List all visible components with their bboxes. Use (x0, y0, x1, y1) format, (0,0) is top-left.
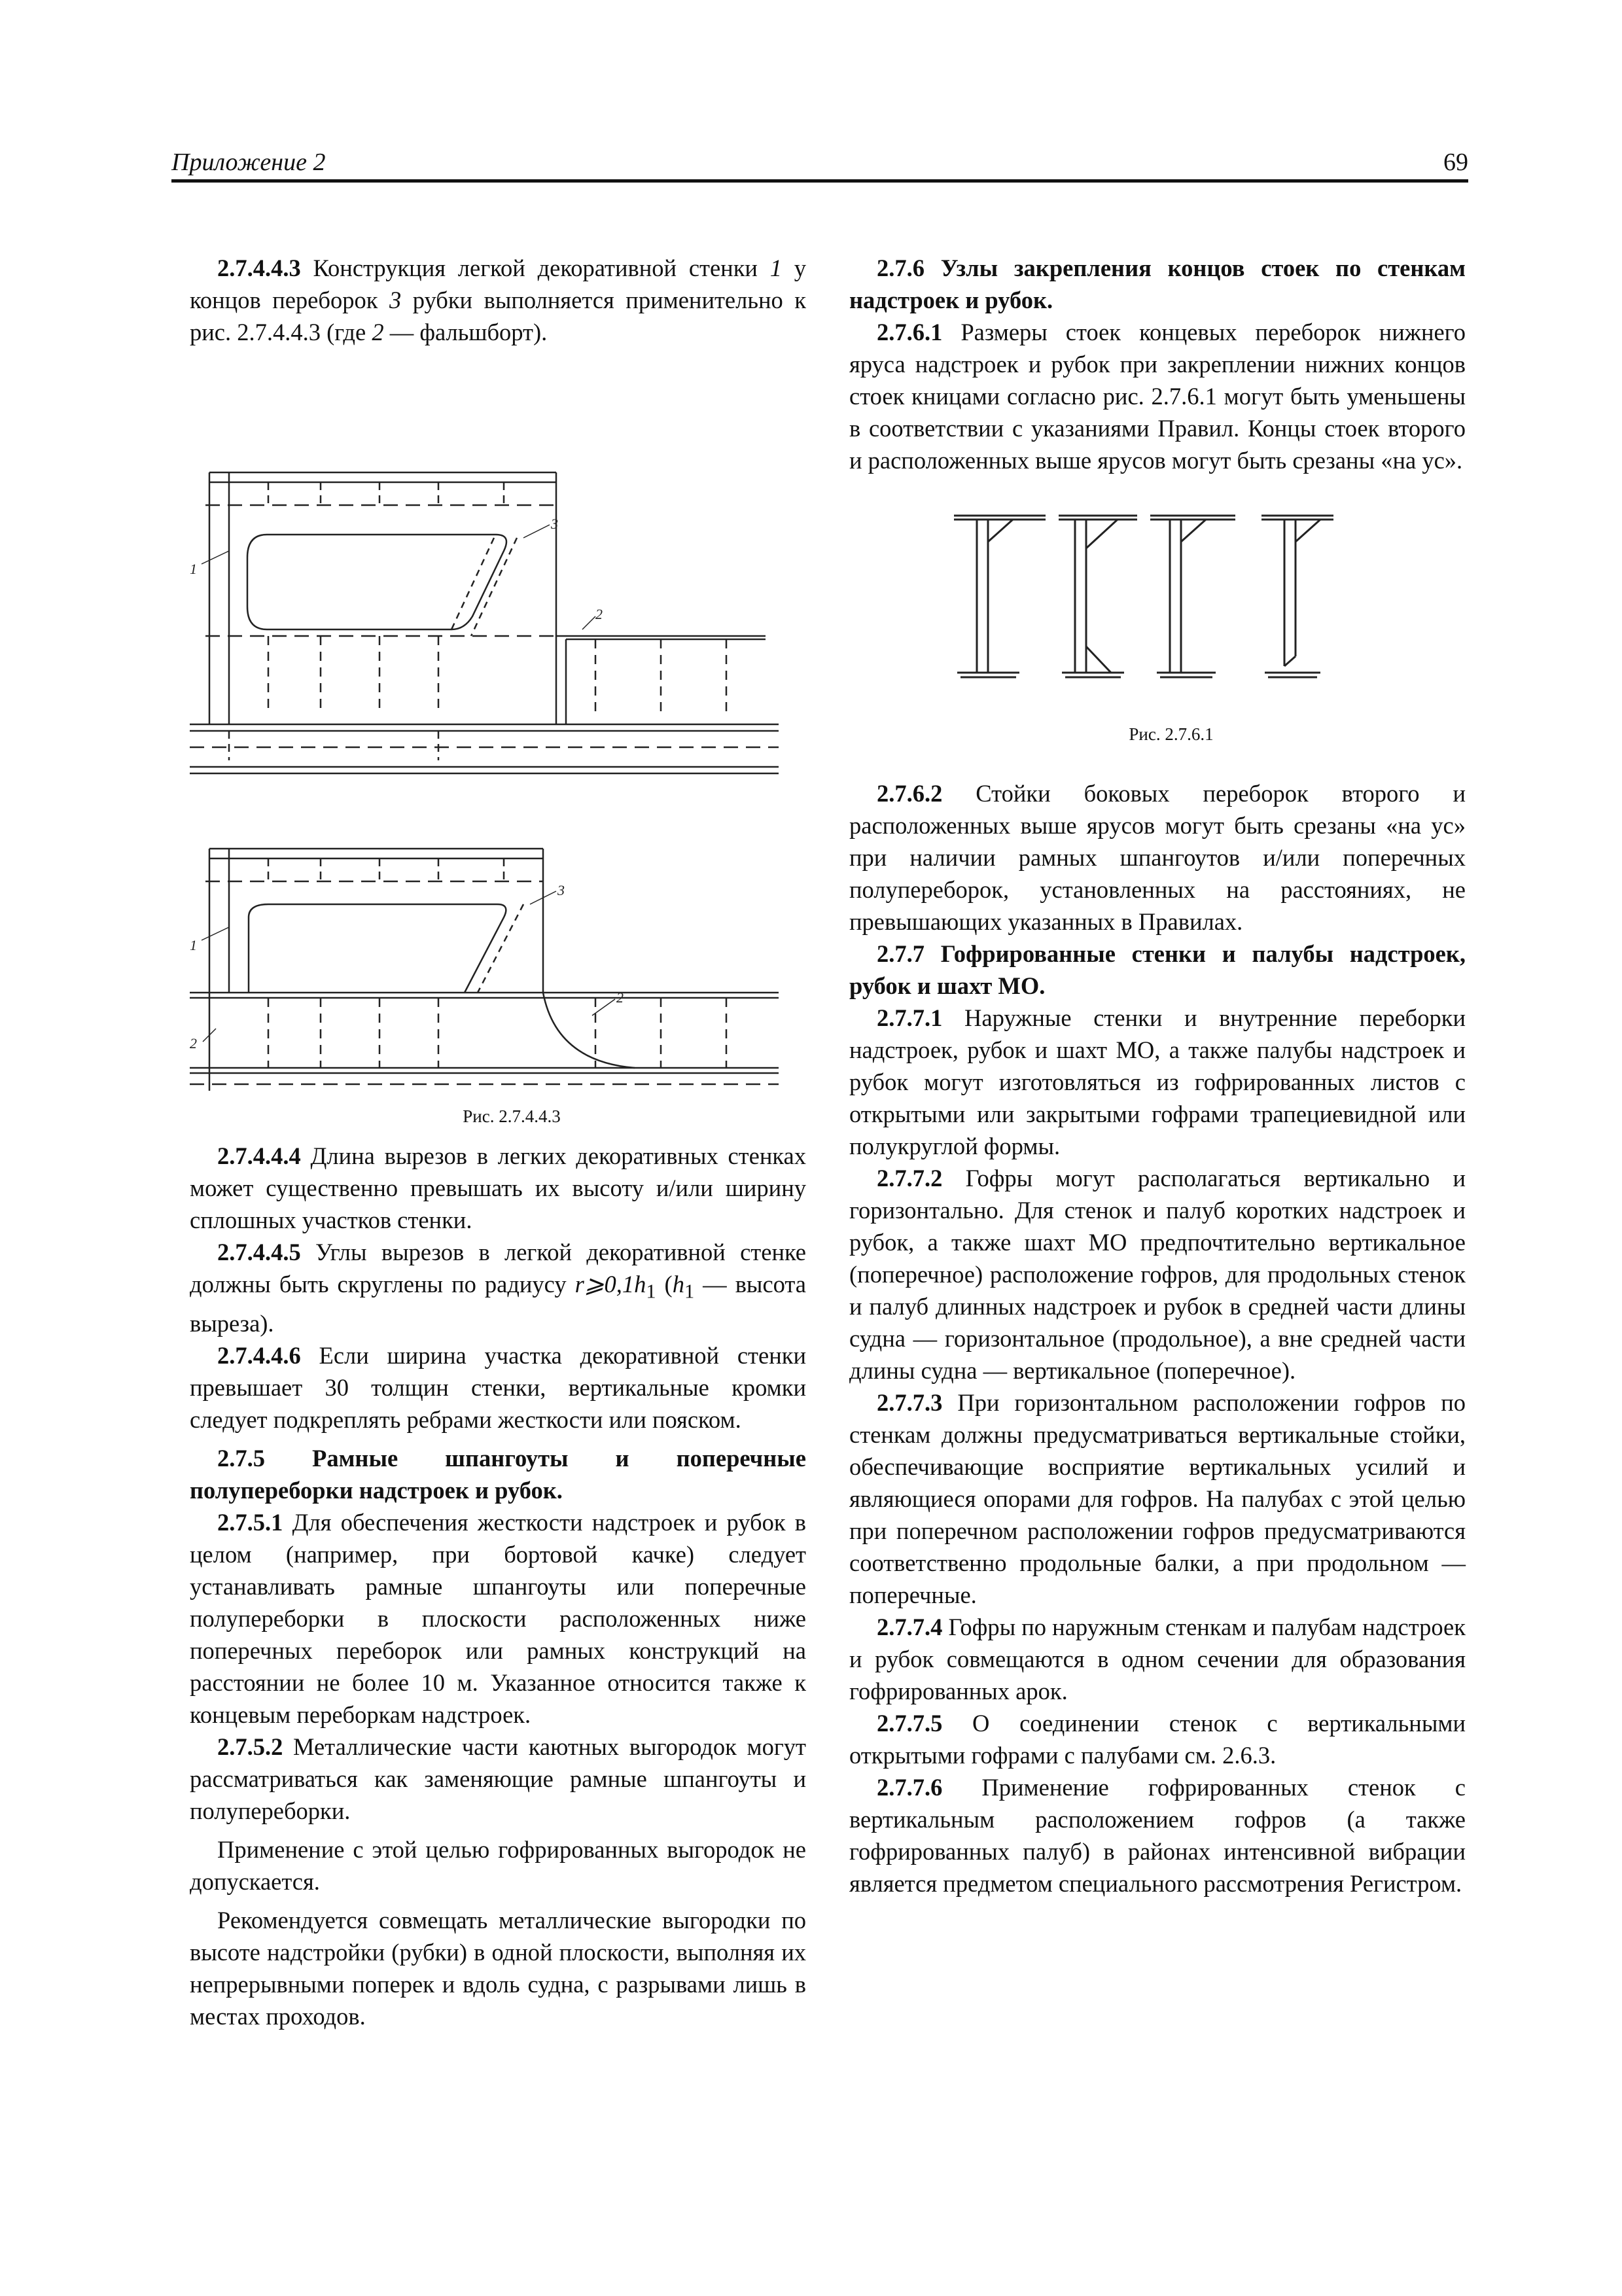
figure-caption-2: Рис. 2.7.6.1 (1129, 724, 1214, 744)
para-recommendation: Рекомендуется совмещать металлические выгородки по высоте надстройки (рубки) в одной плоскости, выполняя их непрерывными поперек и вдоль судна, с разрывами лишь в местах проходов. (190, 1907, 806, 2030)
label-1: 1 (190, 561, 197, 577)
upper-view (190, 472, 779, 773)
para-2-7-7-5: 2.7.7.5 О соединении стенок с вертикальными открытыми гофрами с палубами см. 2.6.3. (849, 1710, 1466, 1769)
page-number: 69 (1443, 149, 1468, 176)
para-2-7-6-2: 2.7.6.2 Стойки боковых переборок второго и расположенных выше ярусов могут быть срезаны «на ус» при наличии рамных шпангоутов и/или поперечных полупереборок, установленных на расстояниях, не превышающих указанных в Правилах. (849, 780, 1466, 935)
label-2b: 2 (190, 1035, 197, 1051)
figure-caption: Рис. 2.7.4.4.3 (463, 1106, 561, 1126)
stiffener-3 (1150, 516, 1235, 677)
para-2-7-4-4-5: 2.7.4.4.5 Углы вырезов в легкой декоративной стенке должны быть скруглены по радиусу $r⩾0,1h_1$ ($h_1$ — высота выреза). (190, 1239, 807, 1337)
para-2-7-7-6: 2.7.7.6 Применение гофрированных стенок с вертикальным расположением гофров (а также гофрированных палуб) в районах интенсивной вибрации является предметом специального рассмотрения Регистром. (849, 1774, 1466, 1897)
para-2-7-6-1: 2.7.6.1 Размеры стоек концевых переборок нижнего яруса надстроек и рубок при закреплении нижних концов стоек кницами согласно рис. 2.7.6.1 могут быть уменьшены в соответствии с указаниями Правил. Концы стоек второго и расположенных выше ярусов могут быть срезаны «на ус». (849, 319, 1466, 474)
heading-2-7-6: 2.7.6 Узлы закрепления концов стоек по стенкам надстроек и рубок. (849, 255, 1466, 313)
stiffener-2 (1059, 516, 1137, 677)
label-1b: 1 (190, 937, 197, 953)
stiffener-1 (954, 516, 1046, 677)
right-column (849, 252, 1466, 1899)
label-2c: 2 (616, 989, 624, 1006)
lower-view (190, 849, 779, 1091)
running-title: Приложение 2 (171, 149, 326, 176)
para-2-7-5-1: 2.7.5.1 Для обеспечения жесткости надстроек и рубок в целом (например, при бортовой качке) следует устанавливать рамные шпангоуты или поперечные полупереборки в плоскости расположенных ниже поперечных переборок или рамных конструкций на расстоянии не более 10 м. Указанное относится также к концевым переборкам надстроек. (190, 1509, 806, 1729)
para-2-7-4-4-6: 2.7.4.4.6 Если ширина участка декоративной стенки превышает 30 толщин стенки, вертикальные кромки следует подкреплять ребрами жесткости или пояском. (190, 1342, 806, 1434)
bulwark-diagram (190, 348, 806, 1101)
para-2-7-7-1: 2.7.7.1 Наружные стенки и внутренние переборки надстроек, рубок и шахт МО, а также палубы надстроек и рубок могут изготовляться из гофрированных листов с открытыми или закрытыми гофрами трапециевидной или полукруглой формы. (849, 1004, 1466, 1159)
figure-2-7-6-1 (849, 476, 1466, 771)
para-2-7-7-3: 2.7.7.3 При горизонтальном расположении гофров по стенкам должны предусматриваться вертикальные стойки, обеспечивающие восприятие вертикальных усилий и являющиеся опорами для гофров. На палубах с этой целью при поперечном расположении гофров предусматриваются соответственно продольные балки, а при продольном — поперечные. (849, 1389, 1466, 1608)
clause-number: 2.7.4.4.3 (217, 255, 301, 281)
label-2: 2 (595, 606, 603, 622)
para-no-corrugated: Применение с этой целью гофрированных выгородок не допускается. (190, 1836, 806, 1896)
para-2-7-4-4-4: 2.7.4.4.4 Длина вырезов в легких декоративных стенках может существенно превышать их высоту и/или ширину сплошных участков стенки. (190, 1142, 806, 1233)
heading-2-7-7: 2.7.7 Гофрированные стенки и палубы надстроек, рубок и шахт МО. (849, 940, 1466, 999)
left-column (190, 252, 806, 2032)
label-3: 3 (551, 516, 558, 532)
header-rule (171, 179, 1468, 183)
label-3b: 3 (557, 882, 565, 898)
heading-2-7-5: 2.7.5 Рамные шпангоуты и поперечные полупереборки надстроек и рубок. (190, 1445, 806, 1504)
stiffener-end-diagram (849, 476, 1466, 718)
page-header (171, 148, 1468, 181)
para-2-7-7-4: 2.7.7.4 Гофры по наружным стенкам и палубам надстроек и рубок совмещаются в одном сечении для образования гофрированных арок. (849, 1614, 1466, 1704)
para-2-7-5-2: 2.7.5.2 Металлические части каютных выгородок могут рассматриваться как заменяющие рамные шпангоуты и полупереборки. (190, 1733, 806, 1825)
figure-2-7-4-4-3 (190, 348, 806, 1133)
para-2-7-4-4-3: 2.7.4.4.3 Конструкция легкой декоративной стенки 1 у концов переборок 3 рубки выполняется применительно к рис. 2.7.4.4.3 (где 2 — фальшборт). (190, 255, 807, 345)
stiffener-4 (1261, 516, 1333, 677)
para-2-7-7-2: 2.7.7.2 Гофры могут располагаться вертикально и горизонтально. Для стенок и палуб коротких надстроек и рубок, а также шахт МО предпочтительно вертикальное (поперечное) расположение гофров, для продольных стенок и палуб длинных надстроек и рубок в средней части длины судна — горизонтальное (продольное), а вне средней части длины судна — вертикальное (поперечное). (849, 1165, 1466, 1384)
